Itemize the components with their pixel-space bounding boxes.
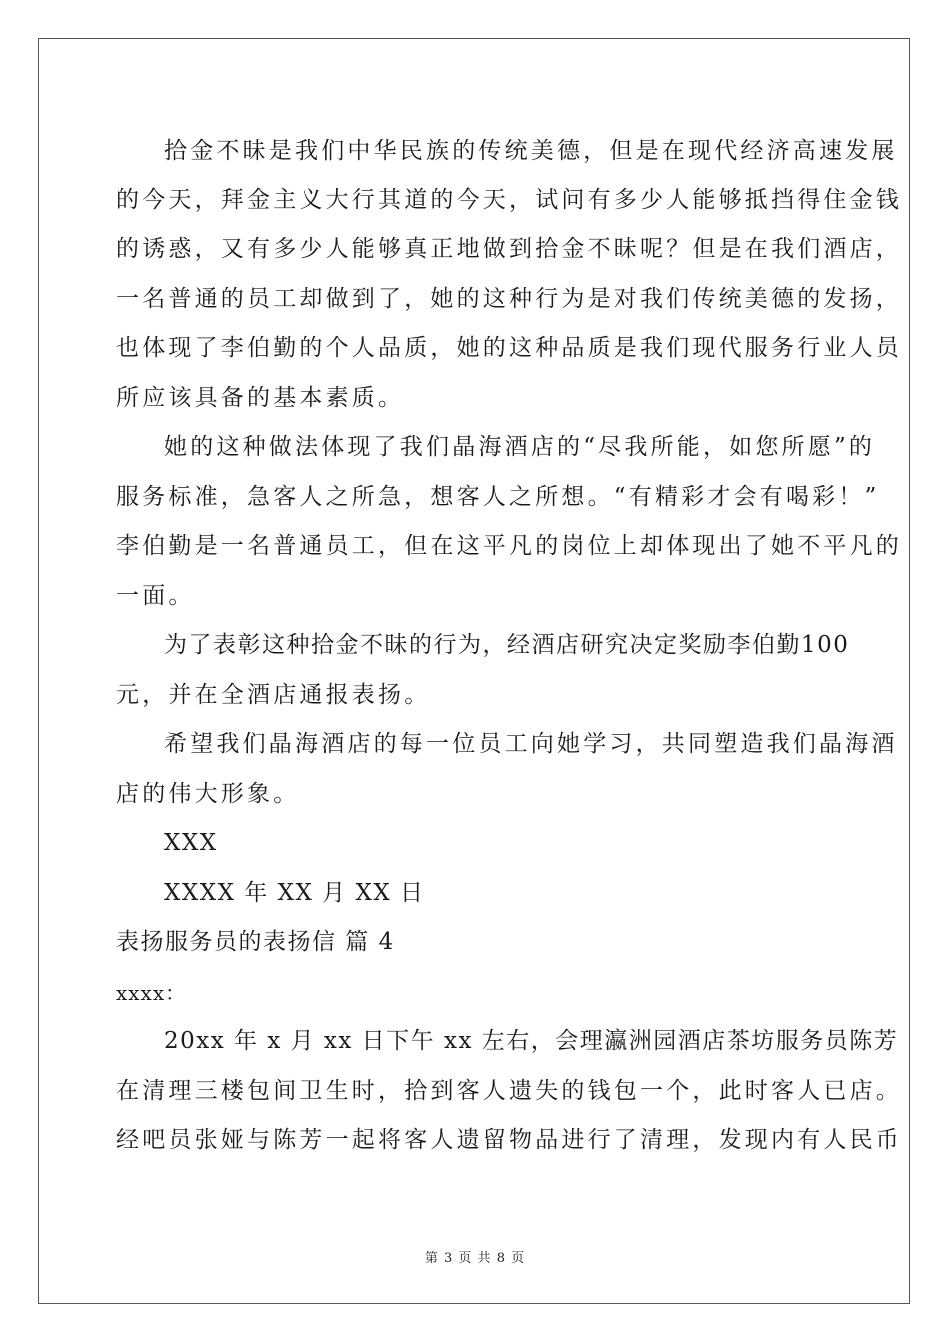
paragraph-1-line-1: 拾金不昧是我们中华民族的传统美德，但是在现代经济高速发展: [164, 138, 898, 164]
paragraph-2-line-2: 服务标准，急客人之所急，想客人之所想。“有精彩才会有喝彩！”: [116, 484, 880, 510]
page-number-footer: 第 3 页 共 8 页: [424, 1251, 526, 1266]
page-border: [38, 38, 910, 1304]
paragraph-4-line-2: 店的伟大形象。: [116, 781, 300, 807]
paragraph-3-line-2: 元，并在全酒店通报表扬。: [116, 682, 431, 708]
signature: XXX: [164, 830, 218, 856]
paragraph-2-line-4: 一面。: [116, 583, 195, 609]
paragraph-2-line-3: 李伯勤是一名普通员工，但在这平凡的岗位上却体现出了她不平凡的: [116, 533, 902, 559]
paragraph-1-line-6: 所应该具备的基本素质。: [116, 385, 405, 411]
paragraph-1-line-5: 也体现了李伯勤的个人品质，她的这种品质是我们现代服务行业人员: [116, 335, 902, 361]
paragraph-1-line-3: 的诱惑，又有多少人能够真正地做到拾金不昧呢？但是在我们酒店，: [116, 236, 902, 262]
section-title: 表扬服务员的表扬信 篇 4: [116, 929, 395, 955]
body2-line-3: 经吧员张娅与陈芳一起将客人遗留物品进行了清理，发现内有人民币: [116, 1127, 902, 1153]
paragraph-1-line-2: 的今天，拜金主义大行其道的今天，试问有多少人能够抵挡得住金钱: [116, 187, 902, 213]
paragraph-3-line-1: 为了表彰这种拾金不昧的行为，经酒店研究决定奖励李伯勤100: [164, 632, 850, 658]
salutation: xxxx：: [116, 981, 187, 1005]
paragraph-2-line-1: 她的这种做法体现了我们晶海酒店的“尽我所能，如您所愿”的: [164, 434, 876, 460]
paragraph-4-line-1: 希望我们晶海酒店的每一位员工向她学习，共同塑造我们晶海酒: [164, 731, 898, 757]
body2-line-2: 在清理三楼包间卫生时，拾到客人遗失的钱包一个，此时客人已店。: [116, 1078, 902, 1104]
letter-date: XXXX 年 XX 月 XX 日: [164, 880, 425, 906]
body2-line-1: 20xx 年 x 月 xx 日下午 xx 左右，会理瀛洲园酒店茶坊服务员陈芳: [164, 1028, 899, 1054]
paragraph-1-line-4: 一名普通的员工却做到了，她的这种行为是对我们传统美德的发扬，: [116, 286, 902, 312]
